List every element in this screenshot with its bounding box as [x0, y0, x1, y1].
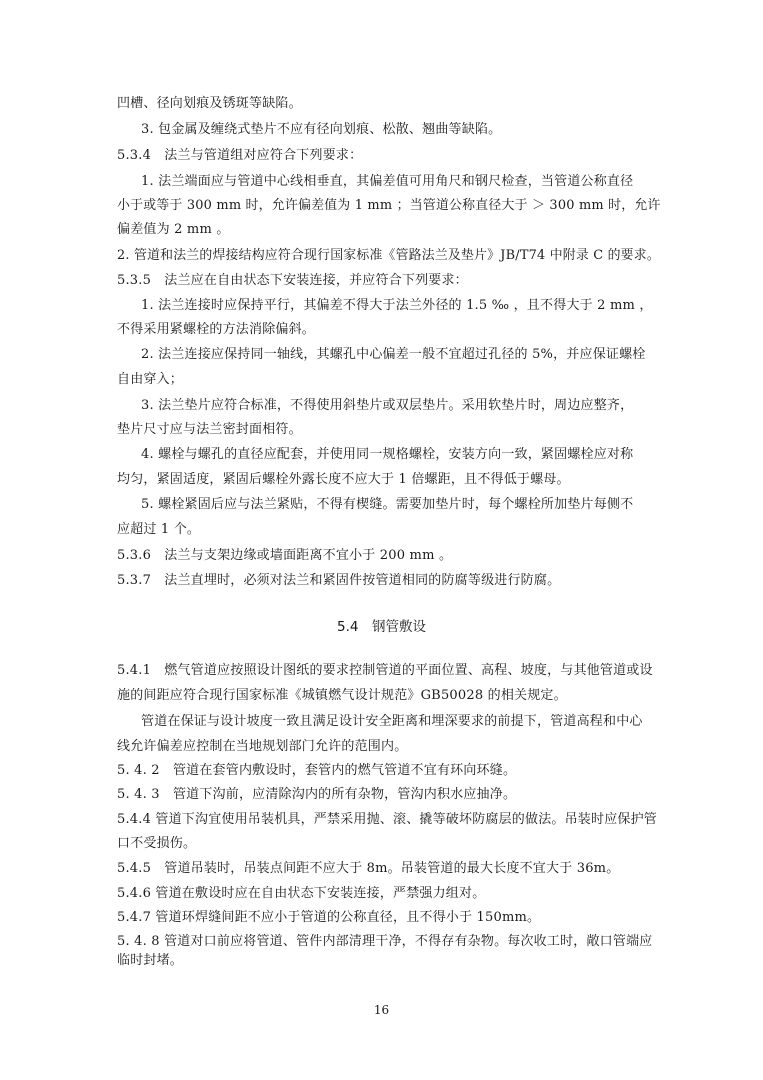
text-line: 5.4.6 管道在敷设时应在自由状态下安装连接，严禁强力组对。 [117, 886, 486, 901]
text-line: 1. 法兰端面应与管道中心线相垂直，其偏差值可用角尺和钢尺检查，当管道公称直径 [141, 174, 634, 189]
text-line: 5.4.1 燃气管道应按照设计图纸的要求控制管道的平面位置、高程、坡度，与其他管道或设 [117, 663, 653, 678]
text-line: 均匀，紧固适度，紧固后螺栓外露长度不应大于 1 倍螺距，且不得低于螺母。 [117, 472, 570, 487]
text-line: 4. 螺栓与螺孔的直径应配套，并使用同一规格螺栓，安装方向一致，紧固螺栓应对称 [141, 447, 634, 462]
section-heading: 5.4 钢管敷设 [337, 619, 426, 635]
text-line: 偏差值为 2 mm 。 [117, 222, 230, 237]
text-line: 管道在保证与设计坡度一致且满足设计安全距离和埋深要求的前提下，管道高程和中心 [141, 714, 643, 729]
text-line: 自由穿入； [117, 372, 184, 387]
text-line: 口不受损伤。 [117, 836, 197, 851]
text-line: 5. 4. 8 管道对口前应将管道、管件内部清理干净，不得存有杂物。每次收工时，敞口管端应 [117, 934, 653, 949]
text-line: 5.4.7 管道环焊缝间距不应小于管道的公称直径，且不得小于 150mm。 [117, 910, 541, 925]
page-number: 16 [373, 1003, 390, 1017]
text-line: 5. 4. 2 管道在套管内敷设时，套管内的燃气管道不宜有环向环缝。 [117, 763, 517, 778]
text-line: 施的间距应符合现行国家标准《城镇燃气设计规范》GB50028 的相关规定。 [117, 688, 567, 703]
text-line: 临时封堵。 [117, 953, 184, 968]
text-line: 5.4.4 管道下沟宜使用吊装机具，严禁采用抛、滚、撬等破坏防腐层的做法。吊装时应保护管 [117, 812, 658, 827]
text-line: 线允许偏差应控制在当地规划部门允许的范围内。 [117, 739, 408, 754]
text-line: 凹槽、径向划痕及锈斑等缺陷。 [117, 96, 302, 111]
text-line: 5.4.5 管道吊装时，吊装点间距不应大于 8m。吊装管道的最大长度不宜大于 36m。 [117, 861, 620, 876]
text-line: 不得采用紧螺栓的方法消除偏斜。 [117, 322, 316, 337]
text-line: 5.3.7 法兰直埋时，必须对法兰和紧固件按管道相同的防腐等级进行防腐。 [117, 573, 561, 588]
text-line: 3. 法兰垫片应符合标准，不得使用斜垫片或双层垫片。采用软垫片时，周边应整齐， [141, 398, 634, 413]
text-line: 垫片尺寸应与法兰密封面相符。 [117, 422, 302, 437]
text-line: 5. 4. 3 管道下沟前，应清除沟内的所有杂物，管沟内积水应抽净。 [117, 787, 517, 802]
text-line: 5.3.5 法兰应在自由状态下安装连接，并应符合下列要求： [117, 273, 468, 288]
text-line: 1. 法兰连接时应保持平行，其偏差不得大于法兰外径的 1.5 ‰ ，且不得大于 2 mm ， [141, 298, 653, 313]
text-line: 2. 管道和法兰的焊接结构应符合现行国家标准《管路法兰及垫片》JB/T74 中附录 C 的要求。 [117, 248, 660, 263]
text-line: 5. 螺栓紧固后应与法兰紧贴，不得有楔缝。需要加垫片时，每个螺栓所加垫片每侧不 [141, 497, 634, 512]
text-line: 小于或等于 300 mm 时，允许偏差值为 1 mm ；当管道公称直径大于 ＞ 300 mm 时，允许 [117, 198, 661, 213]
text-line: 2. 法兰连接应保持同一轴线，其螺孔中心偏差一般不宜超过孔径的 5%，并应保证螺栓 [141, 347, 646, 362]
text-line: 5.3.4 法兰与管道组对应符合下列要求： [117, 148, 363, 163]
text-line: 5.3.6 法兰与支架边缘或墙面距离不宜小于 200 mm 。 [117, 548, 453, 563]
text-line: 应超过 1 个。 [117, 522, 201, 537]
text-line: 3. 包金属及缠绕式垫片不应有径向划痕、松散、翘曲等缺陷。 [141, 122, 502, 137]
